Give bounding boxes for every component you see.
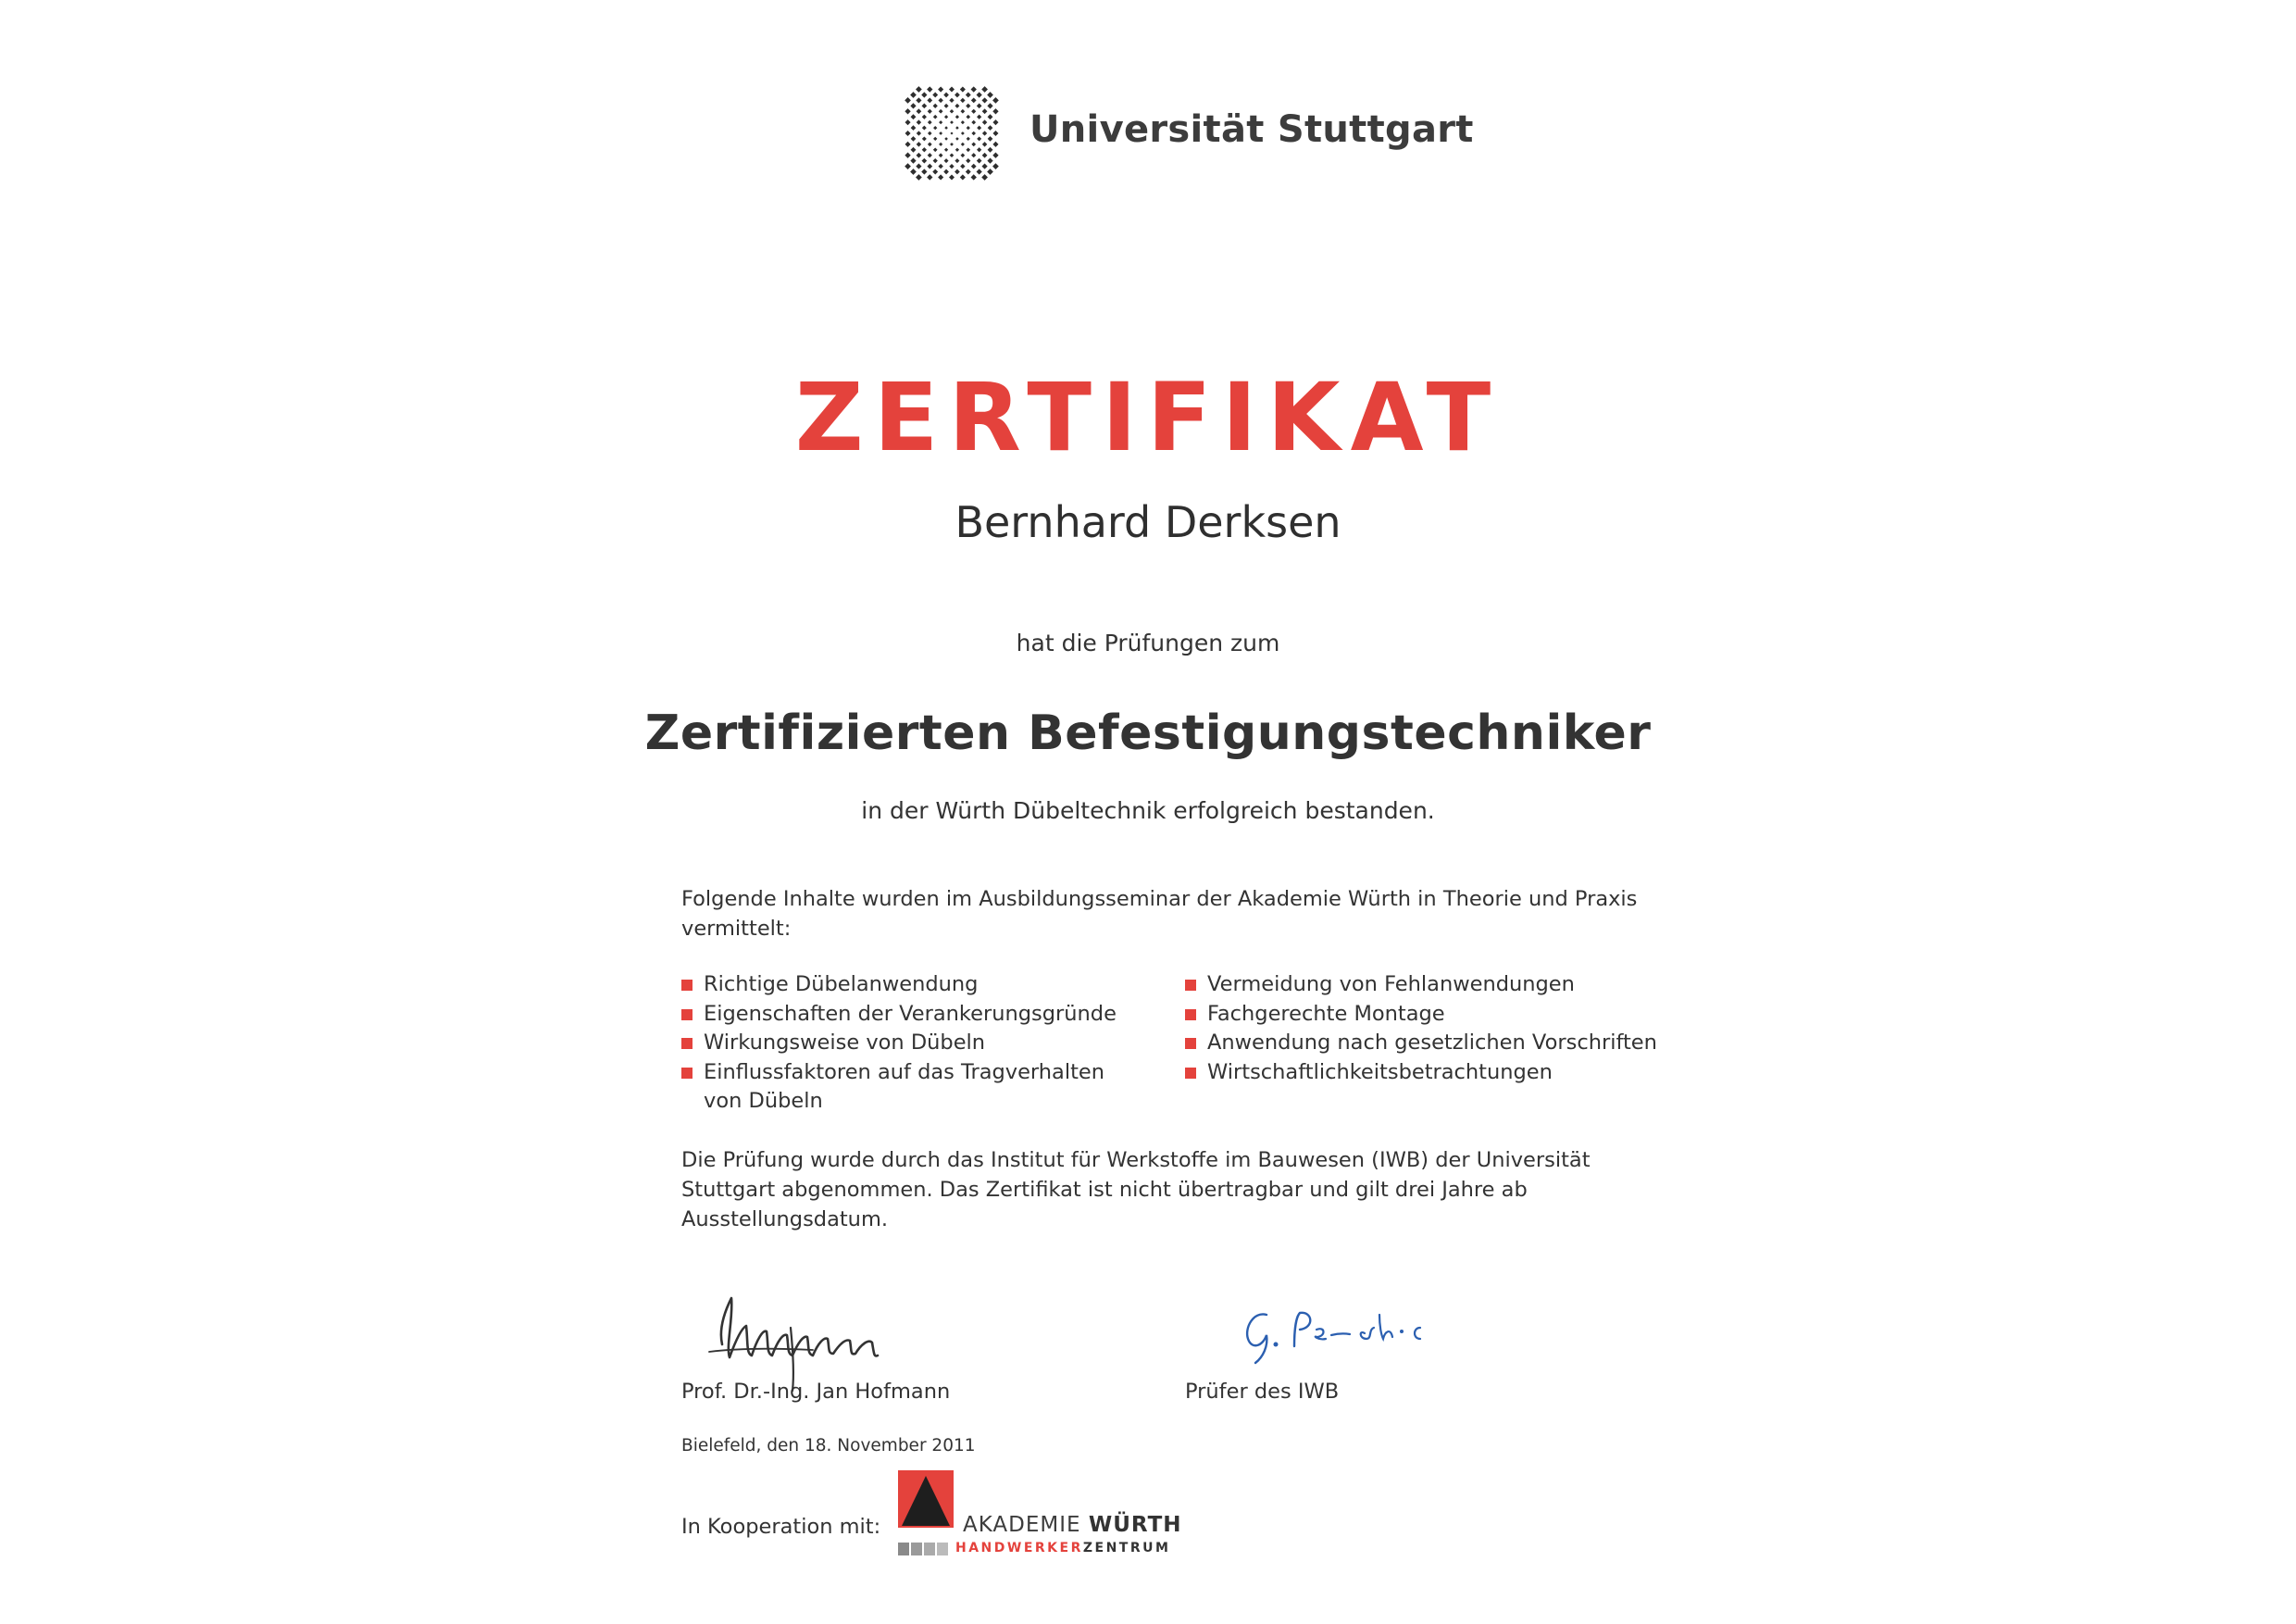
seal-dot xyxy=(917,131,921,135)
seal-dot xyxy=(961,120,965,124)
seal-dot xyxy=(971,120,976,125)
seal-dot xyxy=(971,131,976,136)
seal-dot xyxy=(982,131,987,135)
exam-intro-text: hat die Prüfungen zum xyxy=(1016,630,1280,656)
seal-dot xyxy=(922,136,927,141)
seal-dot xyxy=(928,109,932,114)
qualification-suffix: in der Würth Dübeltechnik erfolgreich bestanden. xyxy=(861,797,1435,824)
seal-dot xyxy=(961,131,965,135)
seal-dot xyxy=(928,153,932,157)
seal-dot xyxy=(955,148,959,152)
bullet-square-icon xyxy=(681,980,693,991)
handwerkerzentrum-wordmark: HANDWERKERZENTRUM xyxy=(955,1541,1171,1555)
seal-dot xyxy=(922,147,927,152)
seal-dot xyxy=(961,143,965,146)
seal-dot xyxy=(960,109,965,114)
seal-dot xyxy=(981,86,988,93)
seal-dot xyxy=(905,119,910,125)
bullet-square-icon xyxy=(681,1009,693,1020)
seal-dot xyxy=(988,125,993,131)
seal-dot xyxy=(987,92,993,98)
seal-dot xyxy=(992,131,998,136)
seal-dot xyxy=(905,142,910,147)
seal-dot xyxy=(944,104,949,108)
seal-dot xyxy=(971,164,977,169)
seal-dot xyxy=(971,86,977,92)
seal-dot xyxy=(950,109,955,114)
seal-dot xyxy=(910,169,917,175)
seal-dot xyxy=(977,158,982,164)
seal-dot xyxy=(949,87,955,93)
seal-dot xyxy=(966,147,970,152)
seal-dot xyxy=(960,174,966,180)
topics-list-left xyxy=(681,970,1163,1117)
seal-dot xyxy=(955,93,960,98)
seal-dot xyxy=(916,174,922,181)
seal-dot xyxy=(992,153,998,158)
seal-dot xyxy=(971,142,976,146)
seal-dot xyxy=(960,164,965,169)
seal-dot xyxy=(960,153,965,157)
recipient-name: Bernhard Derksen xyxy=(955,497,1341,547)
seal-dot xyxy=(905,153,910,158)
seal-dot xyxy=(938,86,943,92)
seal-dot xyxy=(982,142,987,146)
bullet-square-icon xyxy=(1185,980,1196,991)
seal-dot xyxy=(955,137,959,141)
content-intro-paragraph: Folgende Inhalte wurden im Ausbildungsseminar der Akademie Würth in Theorie und Praxis vermittelt: xyxy=(681,887,1638,941)
seal-dot xyxy=(932,169,938,175)
seal-dot xyxy=(911,114,917,119)
seal-dot xyxy=(988,147,993,153)
seal-dot xyxy=(944,148,948,152)
list-item: Wirkungsweise von Dübeln xyxy=(681,1029,1163,1058)
bullet-square-icon xyxy=(681,1068,693,1079)
seal-dot xyxy=(977,104,982,109)
seal-dot xyxy=(988,136,993,142)
seal-dot xyxy=(911,125,917,131)
seal-dot xyxy=(927,174,932,180)
seal-dot xyxy=(922,126,927,131)
seal-dot xyxy=(928,120,932,125)
seal-dot xyxy=(949,174,955,180)
seal-dot xyxy=(955,158,959,163)
seal-dot xyxy=(966,93,971,98)
seal-dot xyxy=(944,115,948,119)
seal-dot xyxy=(977,115,981,119)
seal-dot xyxy=(916,97,921,103)
seal-dot xyxy=(917,153,922,158)
seal-dot xyxy=(949,164,954,169)
seal-dot xyxy=(921,92,927,97)
seal-dot xyxy=(977,136,981,141)
seal-dot xyxy=(943,93,949,98)
seal-dot xyxy=(933,104,938,108)
seal-dot xyxy=(992,108,998,114)
seal-dot xyxy=(910,92,917,98)
seal-dot xyxy=(938,174,943,180)
seal-dot xyxy=(905,97,911,104)
seal-dot xyxy=(977,169,982,174)
seal-dot xyxy=(922,115,927,119)
list-item: Anwendung nach gesetzlichen Vorschriften xyxy=(1185,1029,1685,1058)
akademie-wurth-wordmark: AKADEMIE WÜRTH xyxy=(963,1513,1182,1537)
topics-list-right xyxy=(1185,970,1685,1087)
bullet-square-icon xyxy=(1185,1068,1196,1079)
seal-dot xyxy=(950,131,953,134)
seal-dot xyxy=(955,169,960,175)
exam-note-paragraph: Die Prüfung wurde durch das Institut für Werkstoffe im Bauwesen (IWB) der Universität Stuttgart abgenommen. Das Zertifikat ist nicht übertragbar und gilt drei Jahre ab Ausstellungsdatum. xyxy=(681,1148,1591,1231)
seal-dot xyxy=(992,163,999,169)
seal-dot xyxy=(921,169,927,174)
akademie-wurth-logo-icon xyxy=(898,1470,954,1528)
seal-dot xyxy=(928,131,932,136)
seal-dot xyxy=(917,119,921,124)
seal-dot xyxy=(928,142,932,146)
seal-dot xyxy=(933,158,938,163)
bullet-square-icon xyxy=(1185,1038,1196,1049)
list-item: Richtige Dübelanwendung xyxy=(681,970,1163,1000)
seal-dot xyxy=(981,174,988,181)
seal-dot xyxy=(927,86,932,92)
list-item: Eigenschaften der Verankerungsgründe xyxy=(681,1000,1163,1030)
place-date: Bielefeld, den 18. November 2011 xyxy=(681,1436,976,1455)
seal-dot xyxy=(966,104,970,108)
signer-right-name: Prüfer des IWB xyxy=(1185,1380,1340,1404)
seal-dot xyxy=(966,158,970,163)
seal-dot xyxy=(939,120,942,124)
seal-dot xyxy=(917,108,922,114)
seal-dot xyxy=(927,164,932,169)
seal-dot xyxy=(992,142,998,147)
seal-dot xyxy=(905,131,911,136)
seal-dot xyxy=(977,92,982,97)
seal-dot xyxy=(971,174,977,180)
seal-dot xyxy=(967,137,970,141)
seal-dot xyxy=(950,153,955,157)
seal-dot xyxy=(950,120,954,124)
seal-dot xyxy=(960,98,965,103)
seal-dot xyxy=(933,126,937,130)
seal-dot xyxy=(987,103,992,108)
university-name: Universität Stuttgart xyxy=(1029,108,1474,151)
seal-dot xyxy=(966,169,971,175)
seal-dot xyxy=(977,147,981,152)
seal-dot xyxy=(939,109,943,114)
seal-dot xyxy=(971,153,976,157)
list-item: Vermeidung von Fehlanwendungen xyxy=(1185,970,1685,1000)
seal-dot xyxy=(905,108,910,114)
seal-dot xyxy=(938,164,942,169)
seal-dot xyxy=(981,97,987,103)
list-item: Einflussfaktoren auf das Tragverhalten xyxy=(681,1058,1163,1088)
seal-dot xyxy=(955,126,959,130)
seal-dot xyxy=(932,93,938,98)
seal-dot xyxy=(911,136,917,142)
seal-dot xyxy=(944,158,949,163)
signer-left-name: Prof. Dr.-Ing. Jan Hofmann xyxy=(681,1380,951,1404)
certificate-title: ZERTIFIKAT xyxy=(794,363,1502,473)
seal-dot xyxy=(955,104,959,108)
seal-dot xyxy=(910,158,916,164)
seal-dot xyxy=(987,169,993,175)
seal-dot xyxy=(933,115,938,119)
seal-dot xyxy=(922,104,928,109)
handwerker-bars-icon xyxy=(898,1543,950,1555)
seal-dot xyxy=(988,114,993,119)
bullet-square-icon xyxy=(681,1038,693,1049)
seal-dot xyxy=(916,163,921,169)
list-item: Wirtschaftlichkeitsbetrachtungen xyxy=(1185,1058,1685,1088)
seal-dot xyxy=(938,98,942,103)
seal-dot xyxy=(992,119,998,125)
qualification-title: Zertifizierten Befestigungstechniker xyxy=(644,706,1652,761)
seal-dot xyxy=(939,131,942,135)
seal-dot xyxy=(982,119,987,124)
list-item-continuation: von Dübeln xyxy=(704,1089,823,1113)
seal-dot xyxy=(917,142,921,146)
seal-dot xyxy=(971,109,976,114)
seal-dot xyxy=(955,115,959,119)
signature-right-icon xyxy=(1235,1302,1494,1367)
seal-dot xyxy=(971,98,977,104)
signature-left-icon xyxy=(702,1291,961,1393)
seal-dot xyxy=(911,147,917,153)
seal-dot xyxy=(916,86,922,93)
seal-dot xyxy=(933,147,938,152)
seal-dot xyxy=(992,97,999,104)
seal-dot xyxy=(927,98,932,104)
seal-dot xyxy=(939,143,942,146)
seal-dot xyxy=(977,126,981,131)
seal-dot xyxy=(982,108,988,114)
seal-dot xyxy=(910,103,916,108)
seal-dot xyxy=(950,143,954,146)
seal-dot xyxy=(949,98,954,103)
seal-dot xyxy=(944,137,948,141)
seal-dot xyxy=(960,86,966,92)
seal-dot xyxy=(966,115,970,119)
seal-dot xyxy=(905,163,911,169)
university-seal-icon xyxy=(894,76,1009,191)
seal-dot xyxy=(981,163,987,169)
seal-dot xyxy=(987,158,992,164)
seal-dot xyxy=(939,153,943,157)
seal-dot xyxy=(982,153,988,158)
seal-dot xyxy=(943,169,949,175)
list-item: Fachgerechte Montage xyxy=(1185,1000,1685,1030)
seal-dot xyxy=(922,158,928,164)
bullet-square-icon xyxy=(1185,1009,1196,1020)
seal-dot xyxy=(967,126,970,130)
seal-dot xyxy=(944,126,948,130)
seal-dot xyxy=(933,137,937,141)
cooperation-label: In Kooperation mit: xyxy=(681,1515,881,1539)
